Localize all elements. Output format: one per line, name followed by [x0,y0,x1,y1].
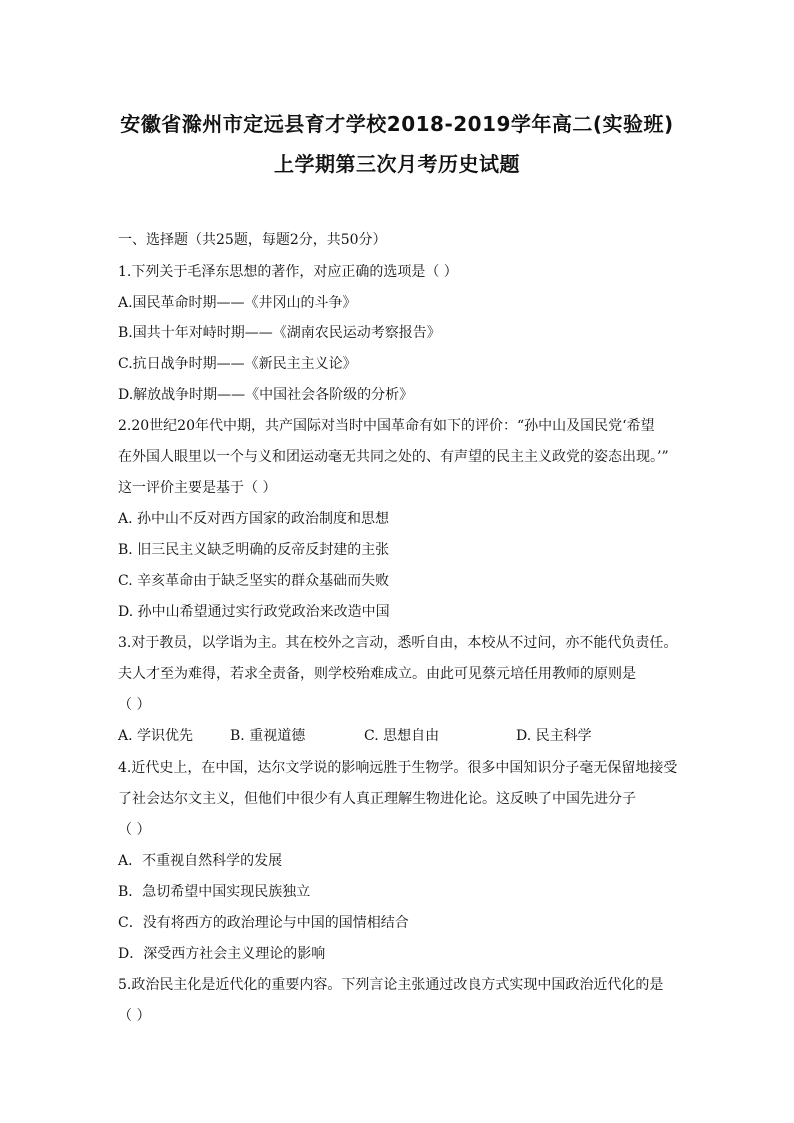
q2-stem-line-3: 这一评价主要是基于（ ） [118,480,277,496]
q3-stem-line-3: （ ） [118,697,151,713]
q3-stem-line-1: 3.对于教员，以学诣为主。其在校外之言动，悉听自由，本校从不过问，亦不能代负责任。 [118,635,678,651]
document-title-line-1: 安徽省滁州市定远县育才学校2018-2019学年高二(实验班) [120,112,674,136]
section-heading: 一、选择题（共25题，每题2分，共50分） [118,232,387,248]
q1-stem: 1.下列关于毛泽东思想的著作，对应正确的选项是（ ） [118,264,458,280]
q4-option-a: A．不重视自然科学的发展 [118,853,283,869]
q3-option-a: A. 学识优先 [118,728,194,744]
q3-stem-line-2: 夫人才至为难得，若求全责备，则学校殆难成立。由此可见蔡元培任用教师的原则是 [118,666,636,682]
q4-stem-line-1: 4.近代史上，在中国，达尔文学说的影响远胜于生物学。很多中国知识分子毫无保留地接受 [118,760,678,776]
q3-option-b: B. 重视道德 [230,728,306,744]
q4-stem-line-2: 了社会达尔文主义，但他们中很少有人真正理解生物进化论。这反映了中国先进分子 [118,791,636,807]
q4-stem-line-3: （ ） [118,822,151,838]
q4-option-c: C．没有将西方的政治理论与中国的国情相结合 [118,915,409,931]
q2-option-b: B. 旧三民主义缺乏明确的反帝反封建的主张 [118,542,390,558]
q4-option-d: D．深受西方社会主义理论的影响 [118,946,326,962]
q1-option-a: A.国民革命时期——《井冈山的斗争》 [118,295,357,311]
q1-option-c: C.抗日战争时期——《新民主主义论》 [118,356,357,372]
q2-option-a: A. 孙中山不反对西方国家的政治制度和思想 [118,511,390,527]
q4-option-b: B．急切希望中国实现民族独立 [118,884,311,900]
q5-stem-line-1: 5.政治民主化是近代化的重要内容。下列言论主张通过改良方式实现中国政治近代化的是 [118,977,664,993]
q3-option-c: C. 思想自由 [364,728,440,744]
q1-option-d: D.解放战争时期——《中国社会各阶级的分析》 [118,387,414,403]
q2-option-c: C. 辛亥革命由于缺乏坚实的群众基础而失败 [118,573,390,589]
q3-options-row [118,726,683,746]
q2-stem-line-2: 在外国人眼里以一个与义和团运动毫无共同之处的、有声望的民主主义政党的姿态出现。’” [118,449,669,465]
q2-option-d: D. 孙中山希望通过实行政党政治来改造中国 [118,604,390,620]
q1-option-b: B.国共十年对峙时期——《湖南农民运动考察报告》 [118,325,441,341]
q3-option-d: D. 民主科学 [516,728,592,744]
q2-stem-line-1: 2.20世纪20年代中期，共产国际对当时中国革命有如下的评价：“孙中山及国民党‘希望 [118,418,655,434]
document-title-line-2: 上学期第三次月考历史试题 [274,152,520,176]
q5-stem-line-2: （ ） [118,1008,151,1024]
